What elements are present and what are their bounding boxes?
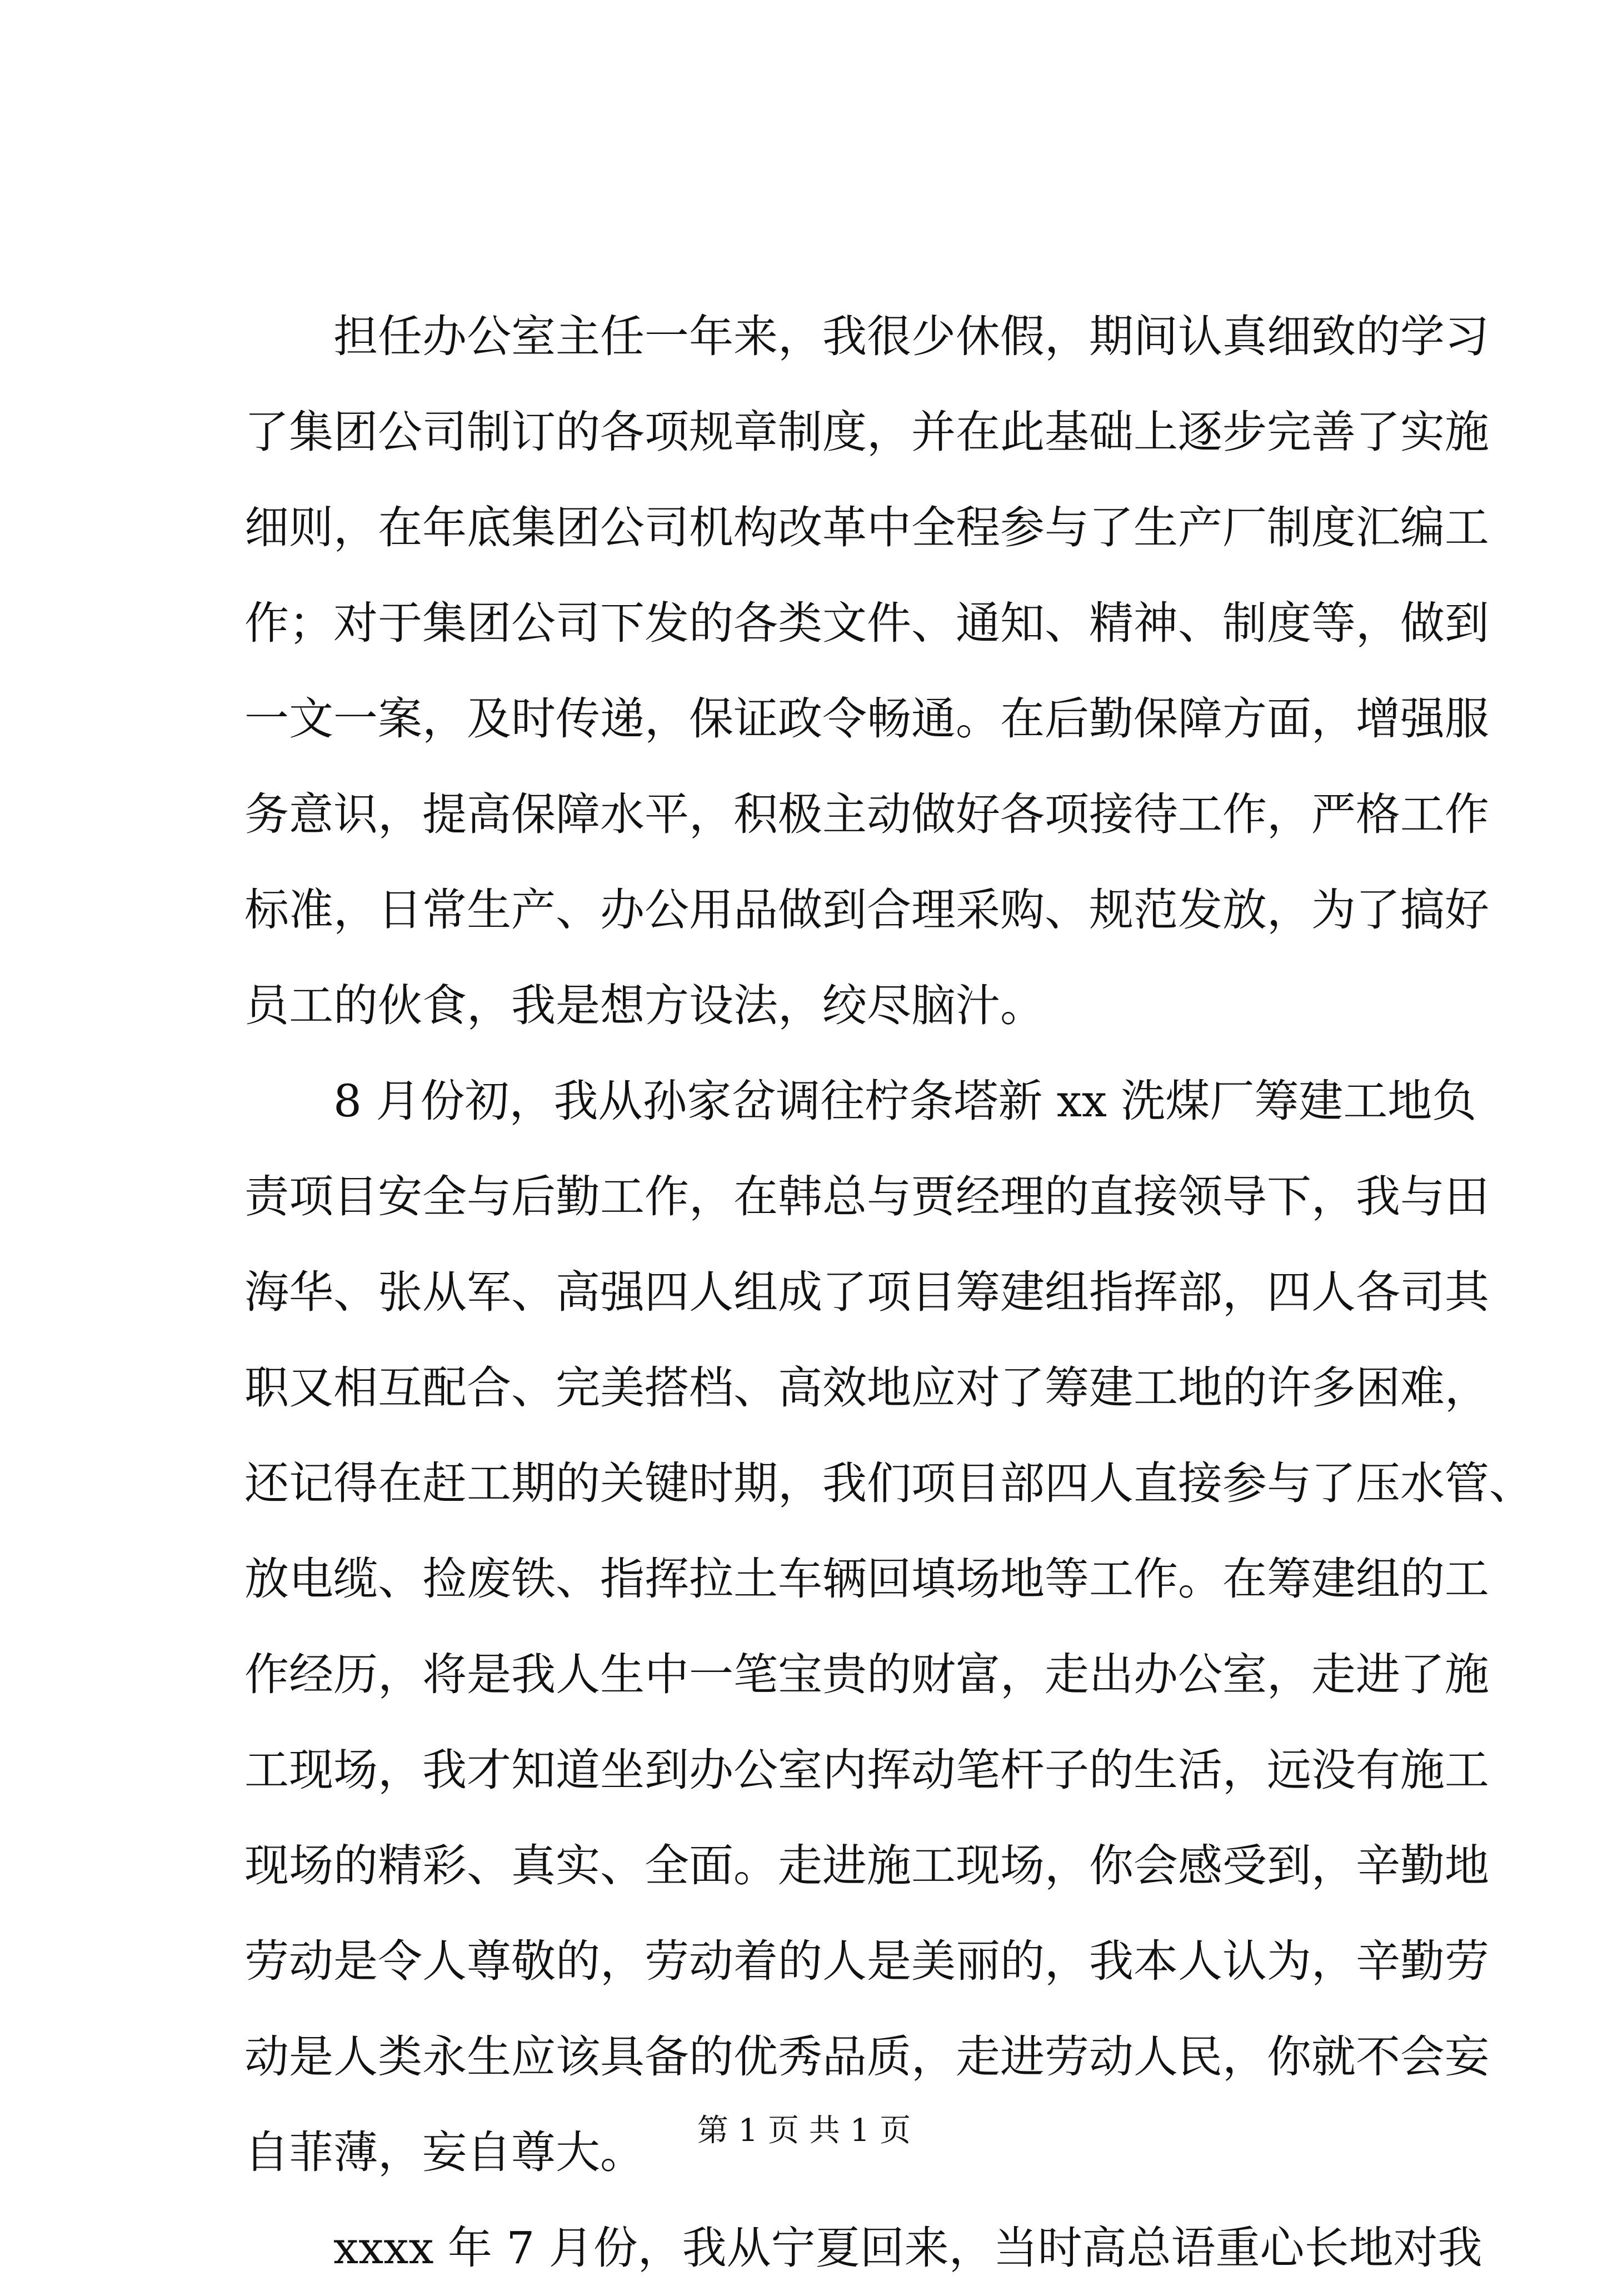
page-footer: 第 1 页 共 1 页 <box>697 2113 911 2149</box>
text-line: 务意识，提高保障水平，积极主动做好各项接待工作，严格工作 <box>244 788 1489 840</box>
paragraph-2 <box>244 1054 1534 2200</box>
text-line: 海华、张从军、高强四人组成了项目筹建组指挥部，四人各司其 <box>244 1266 1489 1318</box>
text-line: 工现场，我才知道坐到办公室内挥动笔杆子的生活，远没有施工 <box>244 1744 1489 1796</box>
text-line: 员工的伙食，我是想方设法，绞尽脑汁。 <box>244 980 1045 1031</box>
text-line: 作；对于集团公司下发的各类文件、通知、精神、制度等，做到 <box>244 597 1489 649</box>
text-line: 标准，日常生产、办公用品做到合理采购、规范发放，为了搞好 <box>244 884 1489 936</box>
text-line: 劳动是令人尊敬的，劳动着的人是美丽的，我本人认为，辛勤劳 <box>244 1935 1489 1987</box>
text-line: 职又相互配合、完美搭档、高效地应对了筹建工地的许多困难， <box>244 1362 1489 1414</box>
text-line: 一文一案，及时传递，保证政令畅通。在后勤保障方面，增强服 <box>244 693 1489 745</box>
paragraph-3 <box>244 2200 1482 2296</box>
text-line: xxxx 年 7 月份，我从宁夏回来，当时高总语重心长地对我 <box>333 2222 1482 2274</box>
paragraph-1 <box>244 289 1489 1054</box>
text-line: 了集团公司制订的各项规章制度，并在此基础上逐步完善了实施 <box>244 406 1489 458</box>
text-line: 放电缆、捡废铁、指挥拉土车辆回填场地等工作。在筹建组的工 <box>244 1553 1489 1605</box>
text-line: 责项目安全与后勤工作，在韩总与贾经理的直接领导下，我与田 <box>244 1171 1489 1222</box>
text-line: 作经历，将是我人生中一笔宝贵的财富，走出办公室，走进了施 <box>244 1649 1489 1700</box>
text-line: 自菲薄，妄自尊大。 <box>244 2127 645 2178</box>
text-line: 8 月份初，我从孙家岔调往柠条塔新 xx 洗煤厂筹建工地负 <box>333 1075 1477 1127</box>
document-body <box>244 289 1534 2296</box>
text-line: 还记得在赶工期的关键时期，我们项目部四人直接参与了压水管、 <box>244 1458 1534 1509</box>
text-line: 担任办公室主任一年来，我很少休假，期间认真细致的学习 <box>333 311 1489 362</box>
text-line: 动是人类永生应该具备的优秀品质，走进劳动人民，你就不会妄 <box>244 2031 1489 2083</box>
text-line: 细则，在年底集团公司机构改革中全程参与了生产厂制度汇编工 <box>244 502 1489 553</box>
text-line: 现场的精彩、真实、全面。走进施工现场，你会感受到，辛勤地 <box>244 1840 1489 1891</box>
